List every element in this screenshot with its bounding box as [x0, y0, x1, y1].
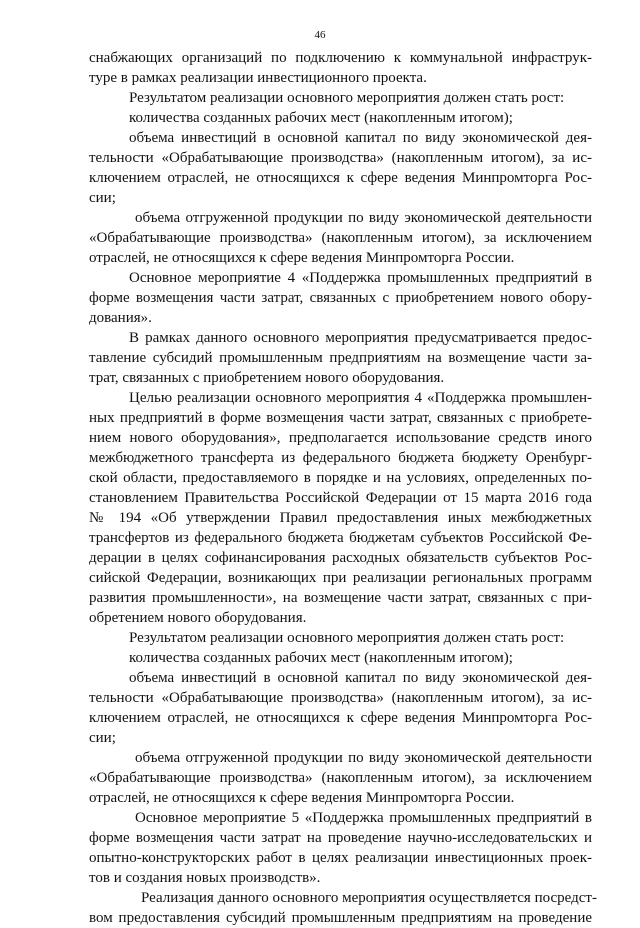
text-line: тавление субсидий промышленным предприятиям на возмещение части за-	[89, 350, 592, 366]
text-line: Основное мероприятие 5 «Поддержка промышленных предприятий в	[135, 810, 592, 826]
text-line: межбюджетного трансферта из федерального бюджета бюджету Оренбург-	[89, 450, 592, 466]
document-body	[89, 48, 597, 928]
text-line: сийской Федерации, возникающих при реализации региональных программ	[89, 570, 592, 586]
text-line: ской области, предоставляемого в порядке и на условиях, определенных по-	[89, 470, 592, 486]
text-line: количества созданных рабочих мест (накопленным итогом);	[129, 110, 513, 126]
text-line: количества созданных рабочих мест (накопленным итогом);	[129, 650, 513, 666]
text-line: вом предоставления субсидий промышленным предприятиям на проведение	[89, 910, 592, 926]
text-line: объема отгруженной продукции по виду экономической деятельности	[135, 210, 592, 226]
text-line: ключением отраслей, не относящихся к сфере ведения Минпромторга Рос-	[89, 710, 592, 726]
text-line: «Обрабатывающие производства» (накопленным итогом), за исключением	[89, 230, 592, 246]
text-line: форме возмещения части затрат, связанных с приобретением нового обору-	[89, 290, 592, 306]
text-line: сии;	[89, 190, 116, 206]
text-line: дерации в целях софинансирования расходных обязательств субъектов Рос-	[89, 550, 592, 566]
text-line: трансфертов из федерального бюджета бюджетам субъектов Российской Фе-	[89, 530, 592, 546]
text-line: объема отгруженной продукции по виду экономической деятельности	[135, 750, 592, 766]
text-line: нием нового оборудования», предполагается использование средств иного	[89, 430, 592, 446]
text-line: «Обрабатывающие производства» (накопленным итогом), за исключением	[89, 770, 592, 786]
text-line: ключением отраслей, не относящихся к сфере ведения Минпромторга Рос-	[89, 170, 592, 186]
text-line: развития промышленности», на возмещение части затрат, связанных с при-	[89, 590, 592, 606]
text-line: опытно-конструкторских работ в целях реализации инвестиционных проек-	[89, 850, 592, 866]
text-line: объема инвестиций в основной капитал по виду экономической дея-	[129, 670, 592, 686]
text-line: № 194 «Об утверждении Правил предоставления иных межбюджетных	[89, 510, 592, 526]
text-line: отраслей, не относящихся к сфере ведения Минпромторга России.	[89, 790, 515, 806]
text-line: Результатом реализации основного мероприятия должен стать рост:	[129, 90, 565, 106]
text-line: Основное мероприятие 4 «Поддержка промышленных предприятий в	[129, 270, 592, 286]
text-line: Результатом реализации основного мероприятия должен стать рост:	[129, 630, 565, 646]
text-line: отраслей, не относящихся к сфере ведения Минпромторга России.	[89, 250, 515, 266]
text-line: форме возмещения части затрат на проведение научно-исследовательских и	[89, 830, 592, 846]
text-line: дования».	[89, 310, 152, 326]
text-line: тельности «Обрабатывающие производства» (накопленным итогом), за ис-	[89, 690, 592, 706]
text-line: снабжающих организаций по подключению к коммунальной инфраструк-	[89, 50, 592, 66]
text-line: объема инвестиций в основной капитал по виду экономической дея-	[129, 130, 592, 146]
text-line: ных предприятий в форме возмещения части затрат, связанных с приобрете-	[89, 410, 592, 426]
text-line: Целью реализации основного мероприятия 4 «Поддержка промышлен-	[129, 390, 592, 406]
text-line: обретением нового оборудования.	[89, 610, 307, 626]
text-line: Реализация данного основного мероприятия осуществляется посредст-	[141, 890, 597, 906]
text-line: В рамках данного основного мероприятия предусматривается предос-	[129, 330, 592, 346]
text-line: сии;	[89, 730, 116, 746]
text-line: туре в рамках реализации инвестиционного проекта.	[89, 70, 427, 86]
page-number: 46	[314, 29, 326, 41]
text-line: трат, связанных с приобретением нового оборудования.	[89, 370, 445, 386]
text-line: становлением Правительства Российской Федерации от 15 марта 2016 года	[89, 490, 592, 506]
text-line: тельности «Обрабатывающие производства» (накопленным итогом), за ис-	[89, 150, 592, 166]
text-line: тов и создания новых производств».	[89, 870, 321, 886]
